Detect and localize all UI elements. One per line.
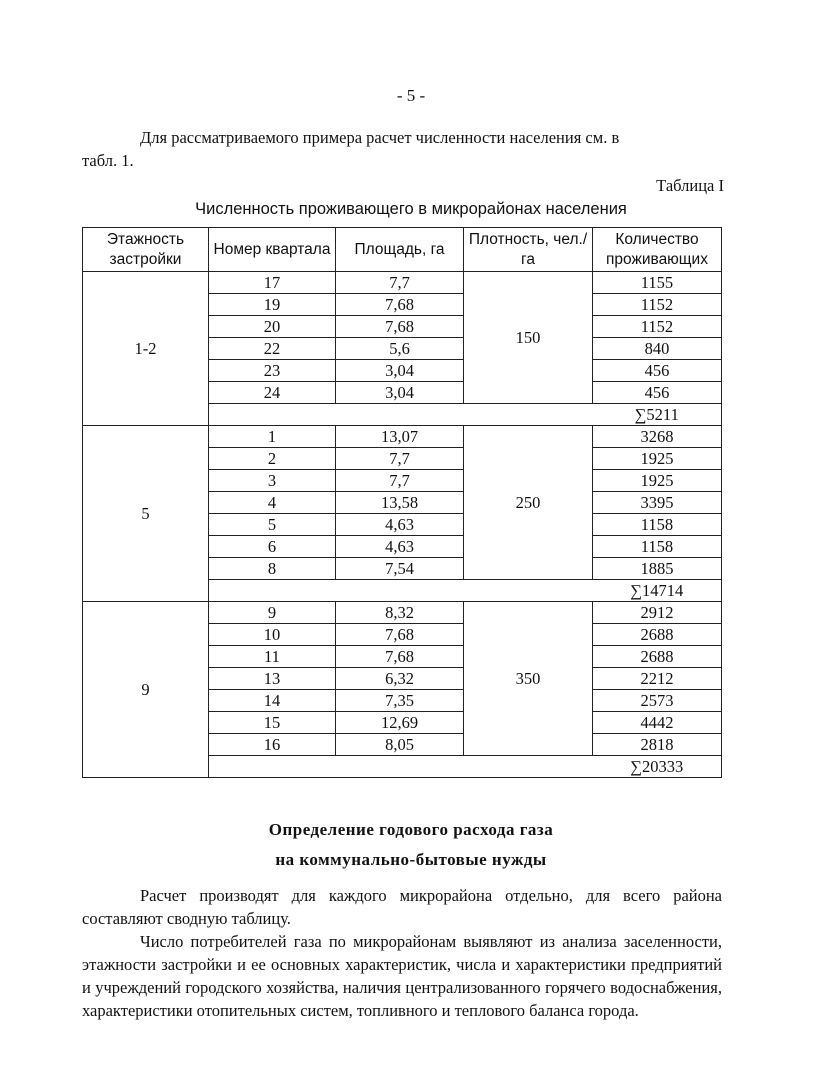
- section-title-line-2: на коммунально-бытовые нужды: [275, 850, 547, 869]
- block-cell: 15: [209, 712, 336, 734]
- total-cell: ∑14714: [593, 580, 722, 602]
- block-cell: 5: [209, 514, 336, 536]
- residents-cell: 2688: [593, 624, 722, 646]
- area-cell: 7,54: [336, 558, 464, 580]
- area-cell: 13,58: [336, 492, 464, 514]
- residents-cell: 2912: [593, 602, 722, 624]
- block-cell: 10: [209, 624, 336, 646]
- density-cell: 150: [464, 272, 593, 404]
- residents-cell: 1155: [593, 272, 722, 294]
- section-title-line-1: Определение годового расхода газа: [268, 820, 554, 839]
- header-block: Номер квартала: [209, 228, 336, 272]
- residents-cell: 1885: [593, 558, 722, 580]
- section-paragraph-2: Число потребителей газа по микрорайонам выявляют из анализа заселенности, этажности застройки и ее основных характеристик, числа и характеристики предприятий и учреждений городского хозяйства, наличия централизованного горячего водоснабжения, характеристики отопительных систем, топливного и теплового баланса города.: [82, 932, 722, 1020]
- area-cell: 3,04: [336, 360, 464, 382]
- table-label: Таблица I: [656, 176, 724, 195]
- area-cell: 3,04: [336, 382, 464, 404]
- intro-line-2: табл. 1.: [82, 151, 134, 170]
- area-cell: 7,7: [336, 470, 464, 492]
- block-cell: 9: [209, 602, 336, 624]
- area-cell: 7,68: [336, 316, 464, 338]
- total-spacer: [209, 580, 593, 602]
- block-cell: 6: [209, 536, 336, 558]
- table-header-row: [83, 228, 722, 272]
- area-cell: 7,68: [336, 294, 464, 316]
- table-row: [83, 602, 722, 624]
- total-cell: ∑5211: [593, 404, 722, 426]
- density-cell: 250: [464, 426, 593, 580]
- area-cell: 13,07: [336, 426, 464, 448]
- area-cell: 4,63: [336, 514, 464, 536]
- intro-paragraph: [82, 126, 722, 172]
- residents-cell: 1925: [593, 470, 722, 492]
- total-spacer: [209, 756, 593, 778]
- area-cell: 8,32: [336, 602, 464, 624]
- floors-cell: 5: [83, 426, 209, 602]
- population-table: [82, 227, 722, 778]
- area-cell: 5,6: [336, 338, 464, 360]
- residents-cell: 456: [593, 360, 722, 382]
- header-residents: Количество проживающих: [593, 228, 722, 272]
- block-cell: 24: [209, 382, 336, 404]
- block-cell: 17: [209, 272, 336, 294]
- block-cell: 23: [209, 360, 336, 382]
- residents-cell: 2688: [593, 646, 722, 668]
- residents-cell: 1158: [593, 514, 722, 536]
- table-row: [83, 272, 722, 294]
- block-cell: 3: [209, 470, 336, 492]
- residents-cell: 2573: [593, 690, 722, 712]
- page-number: - 5 -: [396, 86, 426, 105]
- area-cell: 7,68: [336, 646, 464, 668]
- residents-cell: 1152: [593, 294, 722, 316]
- residents-cell: 2818: [593, 734, 722, 756]
- area-cell: 7,7: [336, 272, 464, 294]
- block-cell: 19: [209, 294, 336, 316]
- area-cell: 7,7: [336, 448, 464, 470]
- header-density: Плотность, чел./га: [464, 228, 593, 272]
- area-cell: 7,68: [336, 624, 464, 646]
- block-cell: 11: [209, 646, 336, 668]
- area-cell: 7,35: [336, 690, 464, 712]
- residents-cell: 3268: [593, 426, 722, 448]
- block-cell: 8: [209, 558, 336, 580]
- floors-cell: 9: [83, 602, 209, 778]
- block-cell: 14: [209, 690, 336, 712]
- residents-cell: 4442: [593, 712, 722, 734]
- area-cell: 12,69: [336, 712, 464, 734]
- block-cell: 13: [209, 668, 336, 690]
- block-cell: 4: [209, 492, 336, 514]
- residents-cell: 2212: [593, 668, 722, 690]
- total-cell: ∑20333: [593, 756, 722, 778]
- area-cell: 6,32: [336, 668, 464, 690]
- section-paragraph-1: Расчет производят для каждого микрорайона отдельно, для всего района составляют сводную таблицу.: [82, 886, 722, 928]
- block-cell: 16: [209, 734, 336, 756]
- table-title: Численность проживающего в микрорайонах населения: [195, 200, 627, 218]
- block-cell: 2: [209, 448, 336, 470]
- table-row: [83, 426, 722, 448]
- residents-cell: 3395: [593, 492, 722, 514]
- residents-cell: 1158: [593, 536, 722, 558]
- area-cell: 8,05: [336, 734, 464, 756]
- intro-line-1: Для рассматриваемого примера расчет численности населения см. в: [140, 128, 620, 147]
- header-area: Площадь, га: [336, 228, 464, 272]
- total-spacer: [209, 404, 593, 426]
- residents-cell: 840: [593, 338, 722, 360]
- table-body: [83, 272, 722, 778]
- density-cell: 350: [464, 602, 593, 756]
- header-floors: Этажность застройки: [83, 228, 209, 272]
- residents-cell: 1152: [593, 316, 722, 338]
- residents-cell: 1925: [593, 448, 722, 470]
- block-cell: 1: [209, 426, 336, 448]
- block-cell: 22: [209, 338, 336, 360]
- floors-cell: 1-2: [83, 272, 209, 426]
- block-cell: 20: [209, 316, 336, 338]
- area-cell: 4,63: [336, 536, 464, 558]
- residents-cell: 456: [593, 382, 722, 404]
